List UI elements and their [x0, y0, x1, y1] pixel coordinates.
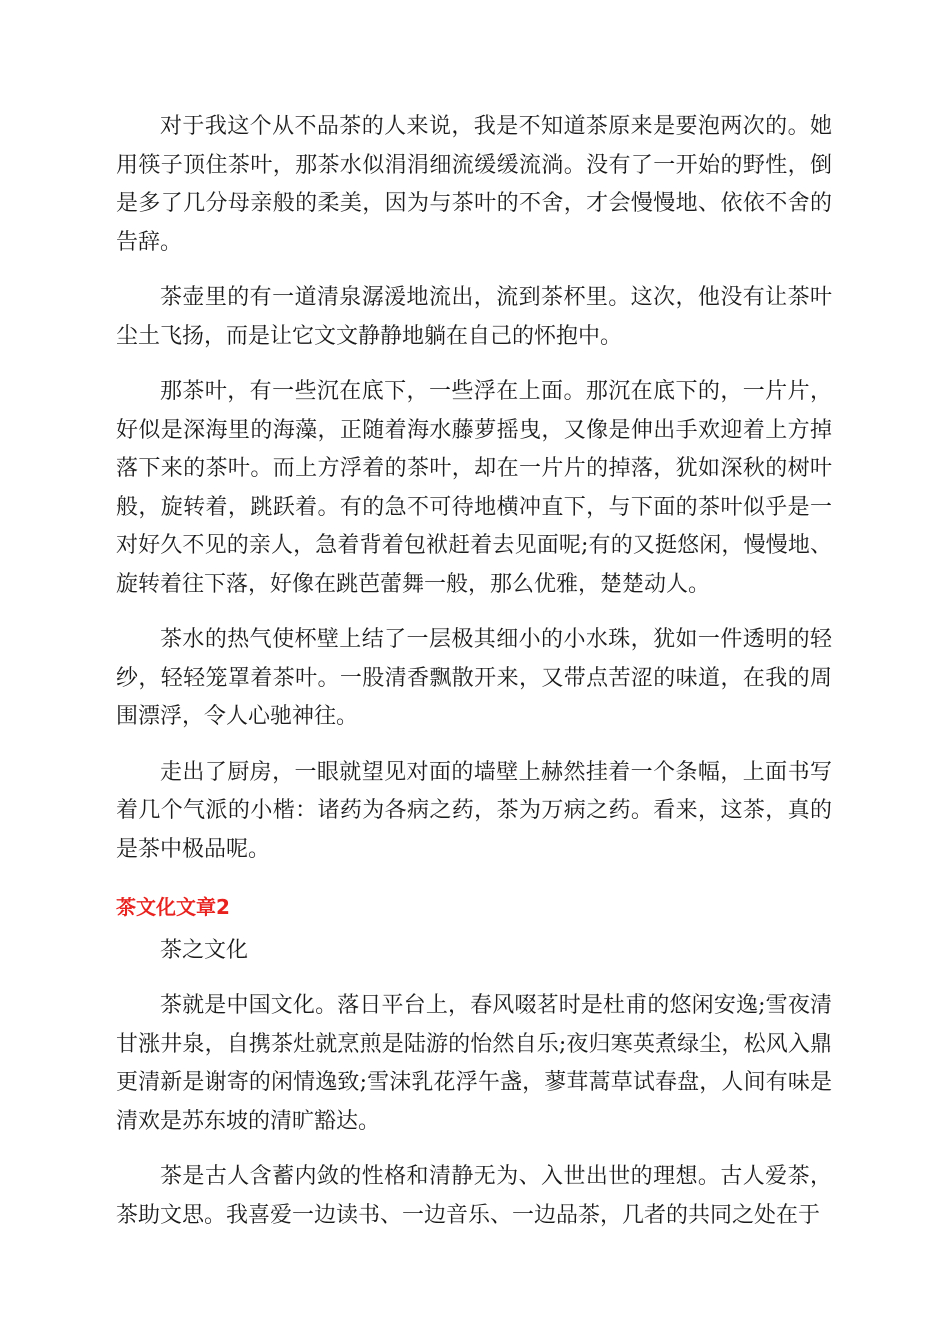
paragraph: 茶壶里的有一道清泉潺湲地流出，流到茶杯里。这次，他没有让茶叶尘土飞扬，而是让它文文静静地躺在自己的怀抱中。: [116, 285, 832, 349]
document-body: [116, 108, 832, 1252]
section-subtitle: 茶之文化: [160, 938, 249, 963]
paragraph: 走出了厨房，一眼就望见对面的墙壁上赫然挂着一个条幅，上面书写着几个气派的小楷：诸药为各病之药，茶为万病之药。看来，这茶，真的是茶中极品呢。: [116, 759, 832, 862]
paragraph: 那茶叶，有一些沉在底下，一些浮在上面。那沉在底下的，一片片，好似是深海里的海藻，正随着海水藤萝摇曳，又像是伸出手欢迎着上方掉落下来的茶叶。而上方浮着的茶叶，却在一片片的掉落，犹如深秋的树叶般，旋转着，跳跃着。有的急不可待地横冲直下，与下面的茶叶似乎是一对好久不见的亲人，急着背着包袱赶着去见面呢;有的又挺悠闲，慢慢地、旋转着往下落，好像在跳芭蕾舞一般，那么优雅，楚楚动人。: [116, 379, 832, 597]
paragraph: 对于我这个从不品茶的人来说，我是不知道茶原来是要泡两次的。她用筷子顶住茶叶，那茶水似涓涓细流缓缓流淌。没有了一开始的野性，倒是多了几分母亲般的柔美，因为与茶叶的不舍，才会慢慢地、依依不舍的告辞。: [116, 114, 832, 255]
paragraph: 茶是古人含蓄内敛的性格和清静无为、入世出世的理想。古人爱茶，茶助文思。我喜爱一边读书、一边音乐、一边品茶，几者的共同之处在于: [116, 1164, 832, 1228]
paragraph: 茶就是中国文化。落日平台上，春风啜茗时是杜甫的悠闲安逸;雪夜清甘涨井泉，自携茶灶就烹煎是陆游的怡然自乐;夜归寒英煮绿尘，松风入鼎更清新是谢寄的闲情逸致;雪沫乳花浮午盏，蓼茸蒿草试春盘，人间有味是清欢是苏东坡的清旷豁达。: [116, 993, 832, 1134]
paragraph: 茶水的热气使杯壁上结了一层极其细小的小水珠，犹如一件透明的轻纱，轻轻笼罩着茶叶。一股清香飘散开来，又带点苦涩的味道，在我的周围漂浮，令人心驰神往。: [116, 627, 832, 729]
section-heading: 茶文化文章2: [116, 895, 230, 919]
